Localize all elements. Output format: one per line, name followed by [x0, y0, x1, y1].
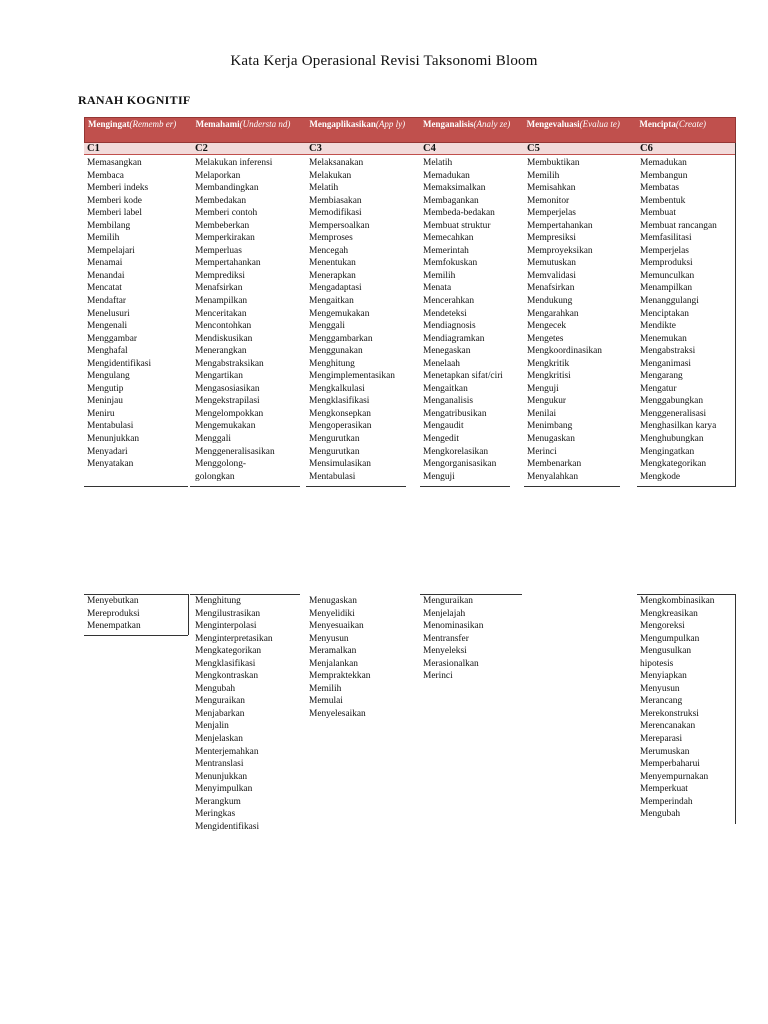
verb-item: Meninjau — [87, 396, 123, 407]
verb-item: Mereproduksi — [87, 608, 140, 619]
page-title: Kata Kerja Operasional Revisi Taksonomi Bloom — [230, 53, 538, 69]
verb-item: Mendukung — [527, 296, 573, 307]
verb-item: Membuat rancangan — [640, 220, 717, 231]
verb-item: Memperkuat — [640, 784, 688, 795]
verb-item: Mengaudit — [423, 421, 464, 432]
column-bottom-border — [306, 486, 406, 487]
verb-item: Mengkategorikan — [195, 646, 262, 657]
verb-item: Melakukan inferensi — [195, 158, 273, 168]
verb-item: Mengkritik — [527, 358, 570, 369]
column-header-label: Mengaplikasikan — [309, 119, 376, 129]
verb-item: Menjalankan — [309, 658, 358, 669]
verb-item: Menyiapkan — [640, 671, 687, 682]
verb-item: Meramalkan — [309, 646, 357, 657]
verb-item: Mentranslasi — [195, 759, 244, 770]
verb-item: Mengurutkan — [309, 446, 360, 457]
verb-item: Mengkritisi — [527, 371, 571, 382]
verb-item: Menghitung — [309, 358, 355, 369]
lower-column-divider — [188, 594, 189, 635]
verb-item: Mengkorelasikan — [423, 446, 489, 457]
column-header-english: (Create) — [675, 119, 706, 129]
verb-item: Mendiagnosis — [423, 321, 476, 332]
lower-verb-column-c6 — [640, 595, 714, 821]
verb-item: Membatas — [640, 183, 680, 194]
verb-item: Mengasosiasikan — [195, 383, 260, 394]
verb-item: Memperjelas — [640, 245, 689, 256]
verb-item: Mengorganisasikan — [423, 459, 497, 470]
verb-item: Membagankan — [423, 195, 479, 206]
verb-item: Mengemukakan — [309, 308, 370, 319]
verb-item: Menguraikan — [423, 596, 473, 606]
column-header-label: Memahami — [195, 119, 240, 129]
verb-item: Menggunakan — [309, 346, 363, 357]
verb-item: Menampilkan — [640, 283, 693, 294]
verb-item: Merancang — [640, 696, 683, 707]
verb-item: Menemukan — [640, 333, 687, 344]
verb-item: Merinci — [527, 446, 557, 457]
verb-column-c2 — [192, 155, 306, 483]
verb-item: Menciptakan — [640, 308, 689, 319]
verb-item: Melaporkan — [195, 170, 241, 181]
verb-item: Mengoperasikan — [309, 421, 372, 432]
verb-item: Mengingatkan — [640, 446, 695, 457]
verb-item: Menguji — [423, 471, 455, 482]
verb-item: Mempraktekkan — [309, 671, 371, 682]
verb-item: Mencatat — [87, 283, 122, 294]
verb-item: Mengidentifikasi — [195, 821, 260, 832]
verb-item: Menggolong- — [195, 459, 247, 470]
column-code-c5: C5 — [527, 143, 540, 154]
column-bottom-border — [637, 486, 736, 487]
column-header-c1 — [85, 118, 193, 142]
verb-item: Mengutip — [87, 383, 124, 394]
verb-item: Mencerahkan — [423, 296, 475, 307]
column-bottom-border — [190, 486, 300, 487]
verb-item: Menginterpretasikan — [195, 633, 273, 644]
verb-item: Menandai — [87, 270, 125, 281]
verb-item: Mentabulasi — [309, 471, 356, 482]
verb-item: Mengabstraksikan — [195, 358, 264, 369]
verb-item: Memperindah — [640, 796, 693, 807]
verb-item: Menyusun — [640, 683, 680, 694]
verb-item: Mensimulasikan — [309, 459, 371, 470]
verb-item: Menegaskan — [423, 346, 471, 357]
verb-item: Menyimpulkan — [195, 784, 253, 795]
verb-item: Menugaskan — [527, 434, 575, 445]
verb-item: Mencontohkan — [195, 321, 252, 332]
verb-item: Mencegah — [309, 245, 349, 256]
verb-item: Mereparasi — [640, 734, 683, 745]
bloom-verb-table — [84, 117, 736, 483]
verb-item: Menilai — [527, 408, 557, 419]
verb-item: Membeberkan — [195, 220, 250, 231]
column-header-english: (Analy ze) — [473, 119, 511, 129]
verb-item: Membedakan — [195, 195, 247, 206]
verb-item: Menggambar — [87, 333, 137, 344]
column-code-c4: C4 — [423, 143, 436, 154]
column-header-english: (Rememb er) — [129, 119, 177, 129]
verb-item: golongkan — [195, 471, 235, 482]
verb-item: Mengkategorikan — [640, 459, 707, 470]
verb-item: Memisahkan — [527, 183, 576, 194]
verb-item: Membilang — [87, 220, 131, 231]
verb-item: Mengklasifikasi — [195, 658, 256, 669]
verb-item: Menelusuri — [87, 308, 130, 319]
verb-item: Mempresiksi — [527, 233, 576, 244]
verb-item: Memulai — [309, 696, 343, 707]
verb-item: Mendiskusikan — [195, 333, 253, 344]
verb-item: Memberi contoh — [195, 208, 258, 219]
verb-item: Menafsirkan — [527, 283, 575, 294]
verb-item: Mengubah — [640, 809, 681, 820]
verb-item: Mengurutkan — [309, 434, 360, 445]
verb-item: Memperluas — [195, 245, 242, 256]
verb-item: Mengklasifikasi — [309, 396, 370, 407]
verb-item: Membaca — [87, 170, 124, 181]
verb-item: Mengedit — [423, 434, 459, 445]
column-code-c2: C2 — [195, 143, 208, 154]
column-header-english: (Evalua te) — [579, 119, 620, 129]
verb-item: Membuktikan — [527, 158, 580, 168]
verb-item: Menganalisis — [423, 396, 473, 407]
verb-item: Menunjukkan — [195, 771, 248, 782]
verb-item: Menghubungkan — [640, 434, 704, 445]
verb-item: Mengulang — [87, 371, 130, 382]
verb-item: Memfokuskan — [423, 258, 478, 269]
verb-item: Mengkonsepkan — [309, 408, 371, 419]
verb-item: Merekonstruksi — [640, 708, 699, 719]
verb-item: Memodifikasi — [309, 208, 362, 219]
verb-item: Menyesuaikan — [309, 621, 364, 632]
verb-item: Menetapkan sifat/ciri — [423, 371, 503, 382]
verb-item: Mengkalkulasi — [309, 383, 365, 394]
table-header-row — [84, 117, 736, 143]
verb-item: Menjabarkan — [195, 708, 245, 719]
verb-item: Mengusulkan — [640, 646, 692, 657]
verb-item: Melakukan — [309, 170, 352, 181]
verb-item: Menjalin — [195, 721, 229, 732]
verb-item: Mengimplementasikan — [309, 371, 395, 382]
verb-item: Merangkum — [195, 796, 241, 807]
column-header-c2 — [193, 118, 307, 142]
verb-item: Melaksanakan — [309, 158, 364, 168]
verb-item: Mengecek — [527, 321, 567, 332]
verb-item: Menggali — [195, 434, 231, 445]
lower-verb-column-c2 — [195, 595, 273, 833]
verb-item: Mempertahankan — [195, 258, 261, 269]
verb-item: Membentuk — [640, 195, 686, 206]
verb-item: Menyalahkan — [527, 471, 579, 482]
verb-item: Mengoreksi — [640, 621, 685, 632]
verb-item: Membuat — [640, 208, 676, 219]
verb-item: Menyempurnakan — [640, 771, 709, 782]
verb-item: Memunculkan — [640, 270, 695, 281]
verb-item: Memilih — [87, 233, 120, 244]
lower-verb-column-c3 — [309, 595, 370, 720]
verb-item: Menjelajah — [423, 608, 466, 619]
verb-item: Memberi label — [87, 208, 142, 219]
verb-item: Mengabstraksi — [640, 346, 696, 357]
verb-item: Menanggulangi — [640, 296, 699, 307]
verb-item: Memilih — [527, 170, 560, 181]
verb-item: Menafsirkan — [195, 283, 243, 294]
verb-item: Mengkontraskan — [195, 671, 259, 682]
verb-item: Mentabulasi — [87, 421, 134, 432]
verb-item: Mempelajari — [87, 245, 135, 256]
verb-item: Mengkombinasikan — [640, 596, 715, 606]
verb-item: Mengarahkan — [527, 308, 579, 319]
verb-item: Membuat struktur — [423, 220, 491, 231]
column-header-c5 — [524, 118, 637, 142]
verb-item: Merinci — [423, 671, 453, 682]
verb-item: Menguraikan — [195, 696, 245, 707]
verb-item: Menyelidiki — [309, 608, 355, 619]
column-code-c3: C3 — [309, 143, 322, 154]
verb-item: Menyebutkan — [87, 596, 139, 606]
verb-item: Menerangkan — [195, 346, 247, 357]
verb-item: Mendiagramkan — [423, 333, 485, 344]
verb-item: Mempersoalkan — [309, 220, 370, 231]
verb-item: Mengenali — [87, 321, 128, 332]
lower-verb-column-c1 — [87, 595, 141, 633]
column-header-label: Mengingat — [88, 119, 130, 129]
verb-item: Menyeleksi — [423, 646, 467, 657]
verb-item: Mengarang — [640, 371, 683, 382]
verb-item: Melatih — [309, 183, 339, 194]
verb-item: Menguji — [527, 383, 559, 394]
table-code-row — [84, 143, 736, 155]
verb-item: Mengaitkan — [423, 383, 468, 394]
column-code-c1: C1 — [87, 143, 100, 154]
verb-item: Menamai — [87, 258, 123, 269]
verb-item: Menyusun — [309, 633, 349, 644]
verb-item: Merasionalkan — [423, 658, 479, 669]
verb-item: Memerintah — [423, 245, 469, 256]
verb-item: Memberi indeks — [87, 183, 149, 194]
verb-item: Mengetes — [527, 333, 564, 344]
verb-item: Mengatribusikan — [423, 408, 487, 419]
verb-item: Menyelesaikan — [309, 708, 366, 719]
verb-item: Membangun — [640, 170, 688, 181]
verb-item: Mempertahankan — [527, 220, 593, 231]
verb-item: Memasangkan — [87, 158, 142, 168]
verb-item: Menghitung — [195, 596, 241, 606]
verb-item: Memadukan — [423, 170, 470, 181]
verb-item: Memonitor — [527, 195, 570, 206]
verb-item: Menunjukkan — [87, 434, 140, 445]
column-header-english: (App ly) — [375, 119, 406, 129]
verb-item: Membenarkan — [527, 459, 582, 470]
verb-item: Memproyeksikan — [527, 245, 593, 256]
verb-item: Menceritakan — [195, 308, 247, 319]
verb-item: Mengkreasikan — [640, 608, 698, 619]
verb-item: Menelaah — [423, 358, 460, 369]
verb-item: Menominasikan — [423, 621, 484, 632]
verb-item: Mengelompokkan — [195, 408, 264, 419]
verb-item: Menggabungkan — [640, 396, 704, 407]
verb-item: Menjelaskan — [195, 734, 243, 745]
lower-column-bottom-border — [84, 635, 188, 636]
verb-item: hipotesis — [640, 658, 674, 669]
verb-item: Merencanakan — [640, 721, 696, 732]
verb-item: Menggeneralisasikan — [195, 446, 275, 457]
verb-item: Memecahkan — [423, 233, 474, 244]
column-code-c6: C6 — [640, 143, 653, 154]
verb-item: Memutuskan — [527, 258, 576, 269]
verb-item: Memadukan — [640, 158, 687, 168]
verb-item: Menggeneralisasi — [640, 408, 707, 419]
verb-column-c1 — [84, 155, 192, 483]
column-bottom-border — [420, 486, 510, 487]
verb-item: Meniru — [87, 408, 115, 419]
verb-item: Mendeteksi — [423, 308, 467, 319]
column-header-c3 — [306, 118, 420, 142]
verb-item: Mengilustrasikan — [195, 608, 261, 619]
verb-item: Mengatur — [640, 383, 677, 394]
verb-item: Membiasakan — [309, 195, 362, 206]
verb-item: Mengidentifikasi — [87, 358, 152, 369]
verb-item: Mengukur — [527, 396, 567, 407]
verb-column-c6 — [637, 155, 736, 483]
verb-item: Memproduksi — [640, 258, 693, 269]
verb-item: Memberi kode — [87, 195, 142, 206]
verb-item: Memfasilitasi — [640, 233, 692, 244]
verb-item: Mengubah — [195, 683, 236, 694]
verb-item: Menempatkan — [87, 621, 141, 632]
verb-item: Mendaftar — [87, 296, 127, 307]
verb-item: Menampilkan — [195, 296, 248, 307]
verb-item: Menugaskan — [309, 596, 357, 606]
verb-item: Memproses — [309, 233, 353, 244]
column-header-c4 — [420, 118, 524, 142]
verb-item: Mengkode — [640, 471, 681, 482]
verb-item: Mengartikan — [195, 371, 243, 382]
verb-item: Memvalidasi — [527, 270, 576, 281]
verb-item: Menyadari — [87, 446, 128, 457]
column-header-label: Mengevaluasi — [526, 119, 580, 129]
verb-item: Meringkas — [195, 809, 236, 820]
column-header-english: (Understa nd) — [239, 119, 291, 129]
table-body — [84, 155, 736, 483]
column-header-label: Menganalisis — [422, 119, 474, 129]
verb-item: Memperjelas — [527, 208, 576, 219]
verb-item: Memperkirakan — [195, 233, 255, 244]
verb-item: Menghafal — [87, 346, 128, 357]
verb-item: Menggali — [309, 321, 345, 332]
verb-item: Menata — [423, 283, 452, 294]
verb-item: Mengkoordinasikan — [527, 346, 602, 357]
verb-item: Menyatakan — [87, 459, 134, 470]
table-right-border — [735, 143, 736, 487]
column-bottom-border — [524, 486, 620, 487]
verb-item: Menentukan — [309, 258, 356, 269]
verb-column-c5 — [524, 155, 637, 483]
verb-item: Memperbaharui — [640, 759, 700, 770]
verb-item: Mengumpulkan — [640, 633, 700, 644]
lower-verb-column-c4 — [423, 595, 483, 683]
verb-item: Merumuskan — [640, 746, 690, 757]
verb-item: Mengekstrapilasi — [195, 396, 260, 407]
verb-item: Menginterpolasi — [195, 621, 257, 632]
verb-column-c3 — [306, 155, 420, 483]
verb-item: Memilih — [423, 270, 456, 281]
verb-item: Menghasilkan karya — [640, 421, 717, 432]
verb-item: Menggambarkan — [309, 333, 373, 344]
verb-item: Memaksimalkan — [423, 183, 486, 194]
verb-item: Mengemukakan — [195, 421, 256, 432]
verb-item: Memilih — [309, 683, 342, 694]
verb-item: Mengadaptasi — [309, 283, 362, 294]
verb-item: Menganimasi — [640, 358, 692, 369]
verb-item: Membeda-bedakan — [423, 208, 495, 219]
column-bottom-border — [84, 486, 188, 487]
verb-item: Mentransfer — [423, 633, 469, 644]
verb-item: Menimbang — [527, 421, 573, 432]
verb-item: Memprediksi — [195, 270, 245, 281]
column-header-c6 — [636, 118, 735, 142]
column-header-label: Mencipta — [639, 119, 676, 129]
verb-item: Melatih — [423, 158, 453, 168]
lower-right-border — [735, 594, 736, 824]
verb-item: Membandingkan — [195, 183, 259, 194]
verb-column-c4 — [420, 155, 524, 483]
verb-item: Menerapkan — [309, 270, 356, 281]
verb-item: Menterjemahkan — [195, 746, 259, 757]
verb-item: Mengaitkan — [309, 296, 354, 307]
verb-item: Mendikte — [640, 321, 676, 332]
section-heading: RANAH KOGNITIF — [78, 93, 191, 107]
